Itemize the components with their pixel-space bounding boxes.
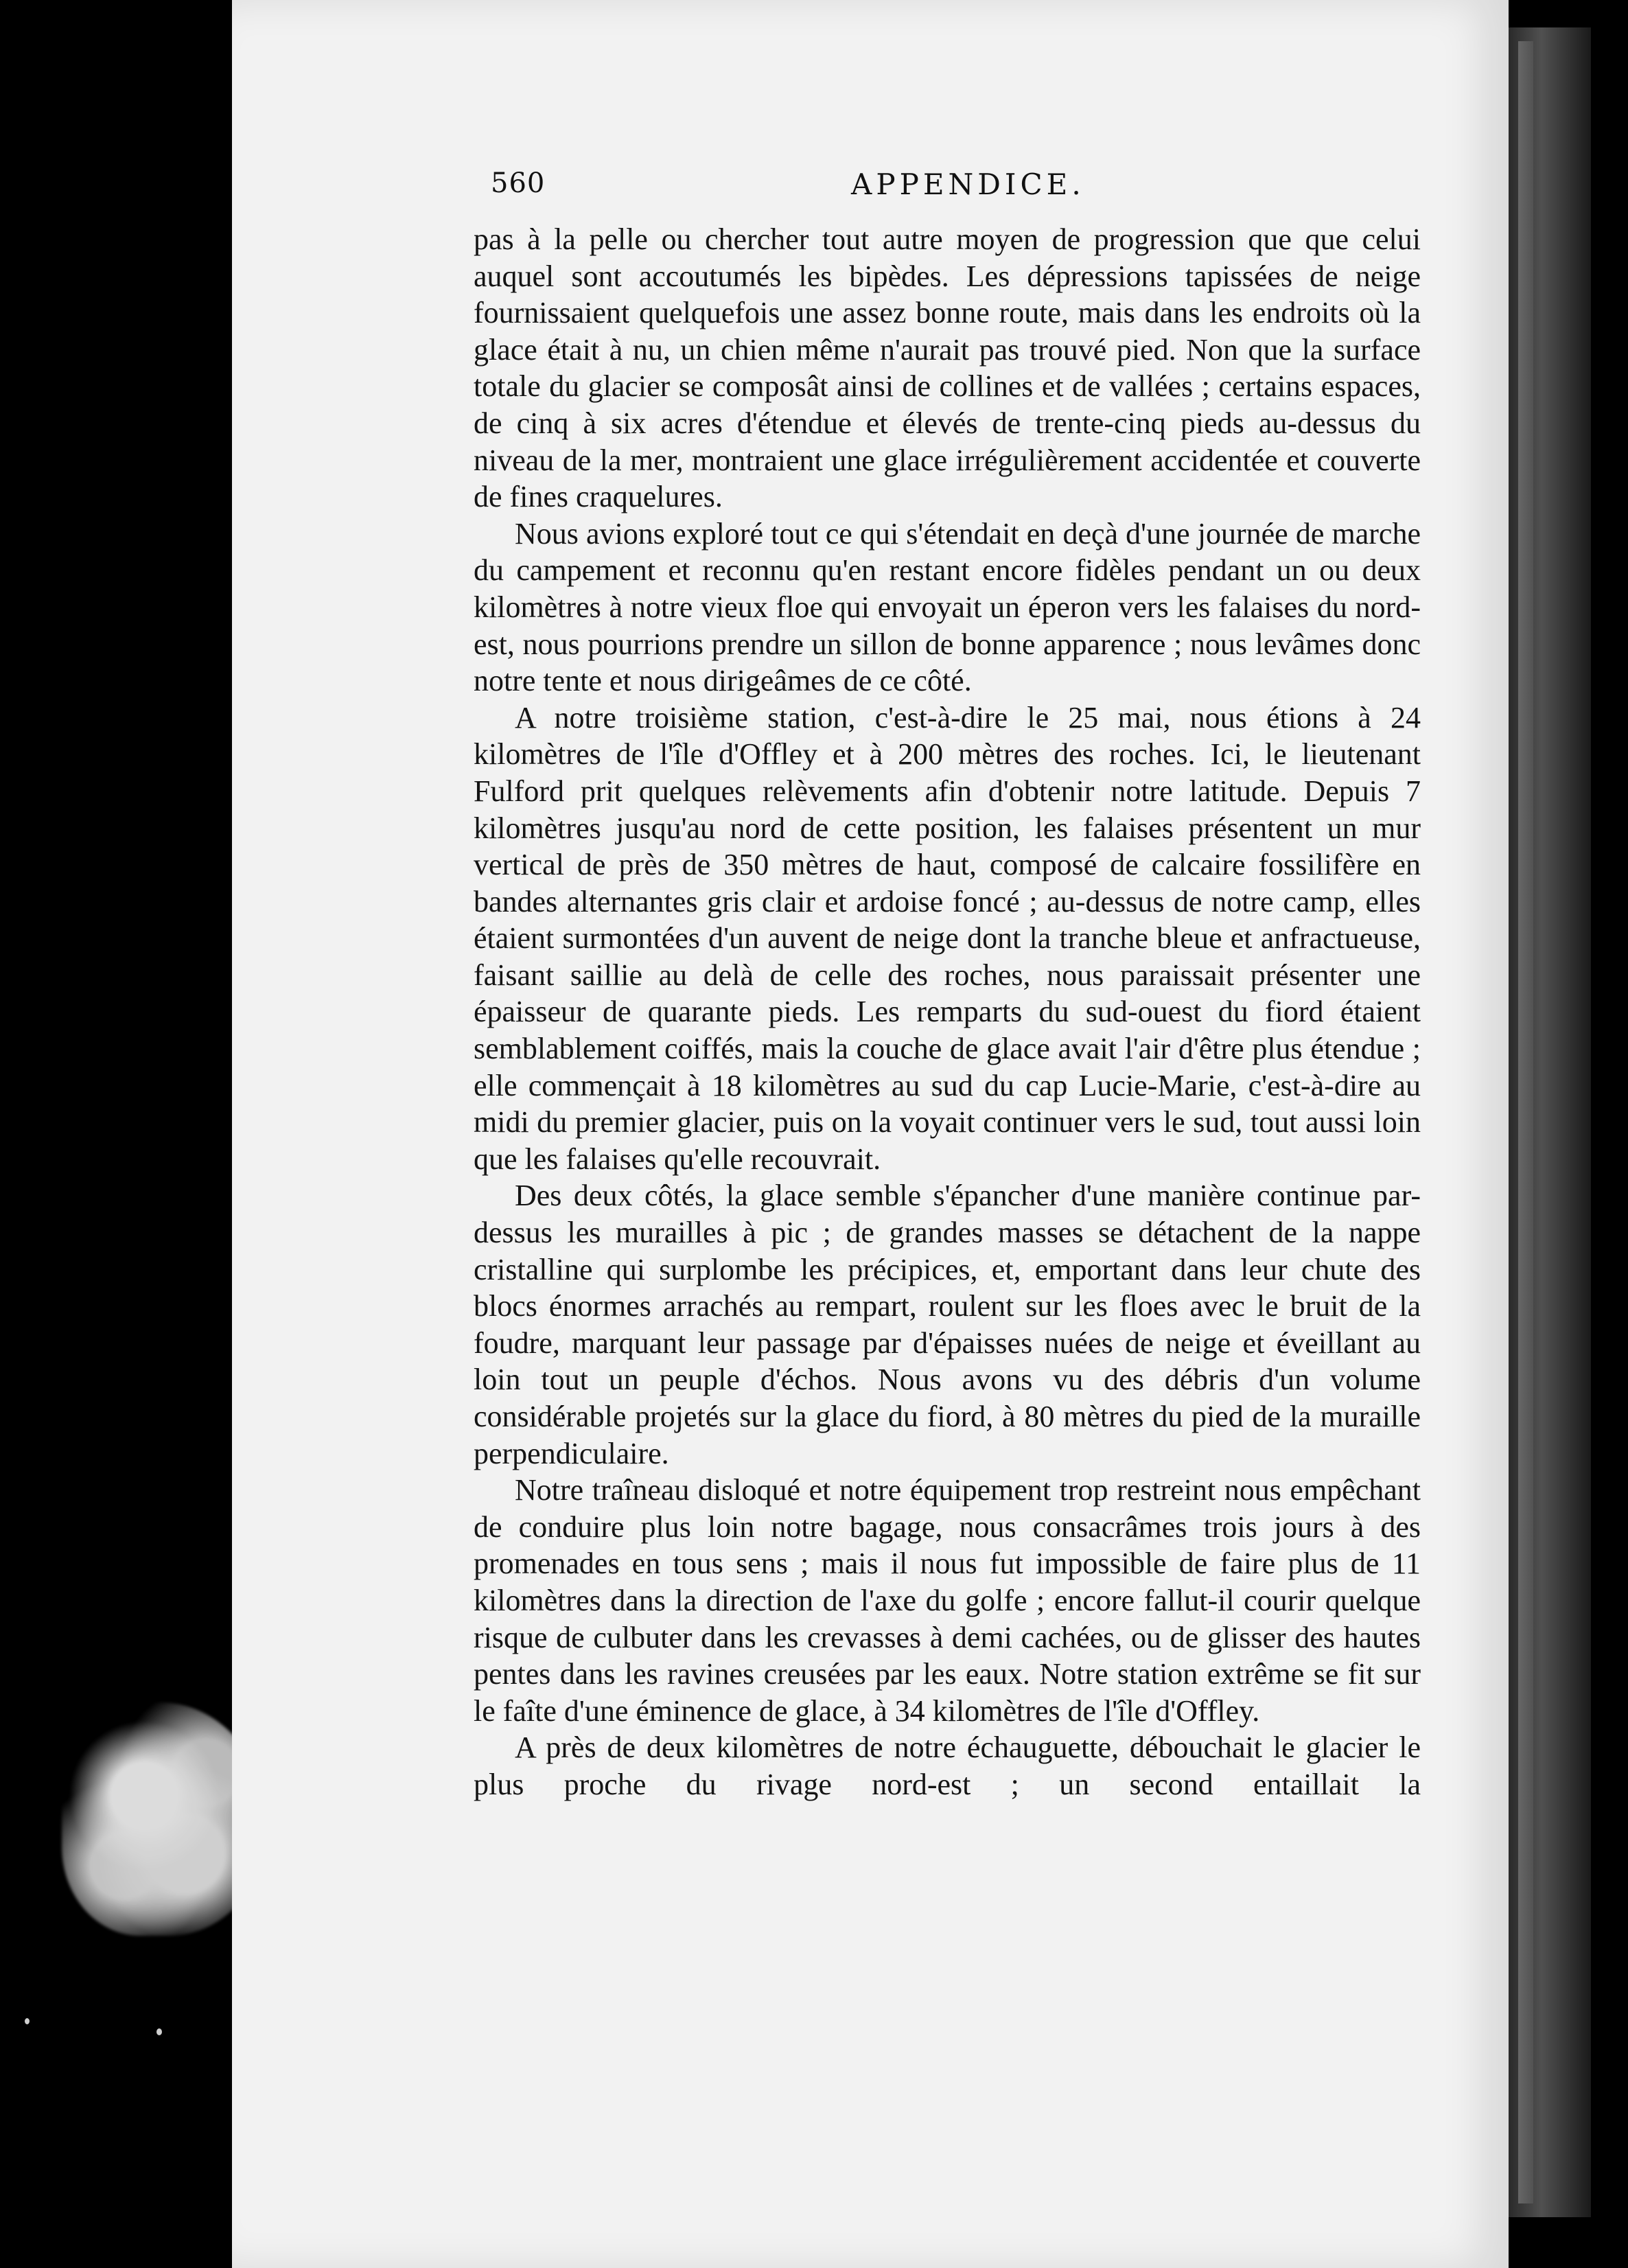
- scan-speck: [25, 2018, 30, 2024]
- paragraph: A notre troisième station, c'est-à-dire le 25 mai, nous étions à 24 kilomètres de l'île d'Offley et à 200 mètres des roches. Ici, le lieutenant Fulford prit quelques relèvements afin d'obtenir notre latitude. Depuis 7 kilomètres jusqu'au nord de cette position, les falaises présentent un mur vertical de près de 350 mètres de haut, composé de calcaire fossilifère en bandes alternantes gris clair et ardoise foncé ; au-dessus de notre camp, elles étaient surmontées d'un auvent de neige dont la tranche bleue et anfractueuse, faisant saillie au delà de celle des roches, nous paraissait présenter une épaisseur de quarante pieds. Les remparts du sud-ouest du fiord étaient semblablement coiffés, mais la couche de glace avait l'air d'être plus étendue ; elle commençait à 18 kilomètres au sud du cap Lucie-Marie, c'est-à-dire au midi du premier glacier, puis on la voyait continuer vers le sud, tout aussi loin que les falaises qu'elle recouvrait.: [474, 700, 1421, 1176]
- page-edge-highlight: [1518, 41, 1533, 2203]
- running-head: APPENDICE.: [851, 167, 1085, 201]
- scan-speck: [156, 2028, 162, 2035]
- paragraph: A près de deux kilomètres de notre échauguette, débouchait le glacier le plus proche du rivage nord-est ; un second entaillait la: [474, 1731, 1421, 1801]
- paragraph: pas à la pelle ou chercher tout autre moyen de progression que que celui auquel sont accoutumés les bipèdes. Les dépressions tapissées de neige fournissaient quelquefois une assez bonne route, mais dans les endroits où la glace était à nu, un chien même n'aurait pas trouvé pied. Non que la surface totale du glacier se composât ainsi de collines et de vallées ; certains espaces, de cinq à six acres d'étendue et élevés de trente-cinq pieds au-dessus du niveau de la mer, montraient une glace irrégulièrement accidentée et couverte de fines craquelures.: [474, 222, 1421, 514]
- page-header: [491, 167, 1085, 209]
- page-number: 560: [491, 167, 546, 199]
- paragraph: Nous avions exploré tout ce qui s'étendait en deçà d'une journée de marche du campement et reconnu qu'en restant encore fidèles pendant un ou deux kilomètres à notre vieux floe qui envoyait un éperon vers les falaises du nord-est, nous pourrions prendre un sillon de bonne apparence ; nous levâmes donc notre tente et nous dirigeâmes de ce côté.: [474, 516, 1421, 698]
- body-text: [474, 221, 1421, 1803]
- paragraph: Des deux côtés, la glace semble s'épancher d'une manière continue par-dessus les murailles à pic ; de grandes masses se détachent de la nappe cristalline qui surplombe les précipices, et, emportant dans leur chute des blocs énormes arrachés au rempart, roulent sur les floes avec le bruit de la foudre, marquant leur passage par d'épaisses nuées de neige et éveillant au loin tout un peuple d'échos. Nous avons vu des débris d'un volume considérable projetés sur la glace du fiord, à 80 mètres du pied de la muraille perpendiculaire.: [474, 1179, 1421, 1470]
- paragraph: Notre traîneau disloqué et notre équipement trop restreint nous empêchant de conduire plus loin notre bagage, nous consacrâmes trois jours à des promenades en tous sens ; mais il nous fut impossible de faire plus de 11 kilomètres dans la direction de l'axe du golfe ; encore fallut-il courir quelque risque de culbuter dans les crevasses à demi cachées, ou de glisser des hautes pentes dans les ravines creusées par les eaux. Notre station extrême se fit sur le faîte d'une éminence de glace, à 34 kilomètres de l'île d'Offley.: [474, 1473, 1421, 1728]
